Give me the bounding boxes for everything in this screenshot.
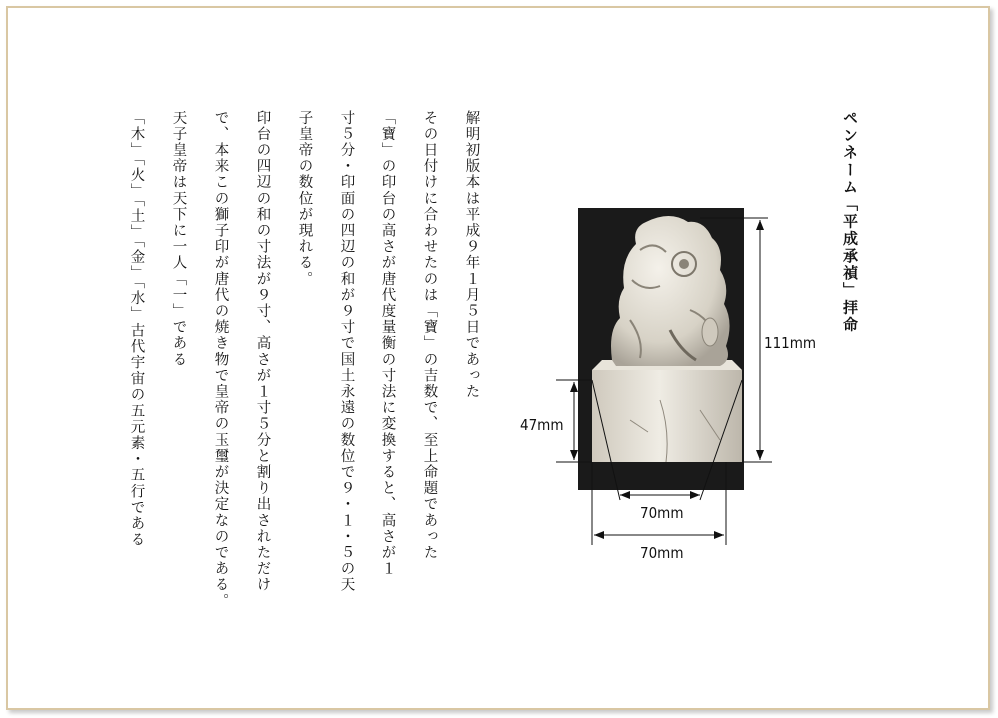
body-line-9: 「木」「火」「土」「金」「水」古代宇宙の五元素・五行である [128,110,145,548]
body-line-6: 印台の四辺の和の寸法が９寸、高さが１寸５分と割り出されただけ [254,110,271,593]
body-line-2: その日付けに合わせたのは「寶」の吉数で、至上命題であった [421,110,438,561]
body-line-5: 子皇帝の数位が現れる。 [296,110,313,288]
seal-figure [520,200,820,580]
body-line-4: 寸５分・印面の四辺の和が９寸で国土永遠の数位で９・１・５の天 [338,110,355,593]
body-line-1: 解明初版本は平成９年１月５日であった [463,110,480,400]
body-line-3: 「寶」の印台の高さが唐代度量衡の寸法に変換すると、高さが１ [379,110,396,577]
top-width-label: 70mm [640,504,684,522]
body-line-8: 天子皇帝は天下に一人「一」である [170,110,187,368]
bottom-width-label: 70mm [640,544,684,562]
body-line-7: で、本来この獅子印が唐代の焼き物で皇帝の玉璽が決定なのである。 [212,110,229,610]
height-label: 111mm [764,334,817,352]
page-title: ペンネーム「平成承禎」拝命 [841,110,859,334]
base-height-label: 47mm [520,416,564,434]
